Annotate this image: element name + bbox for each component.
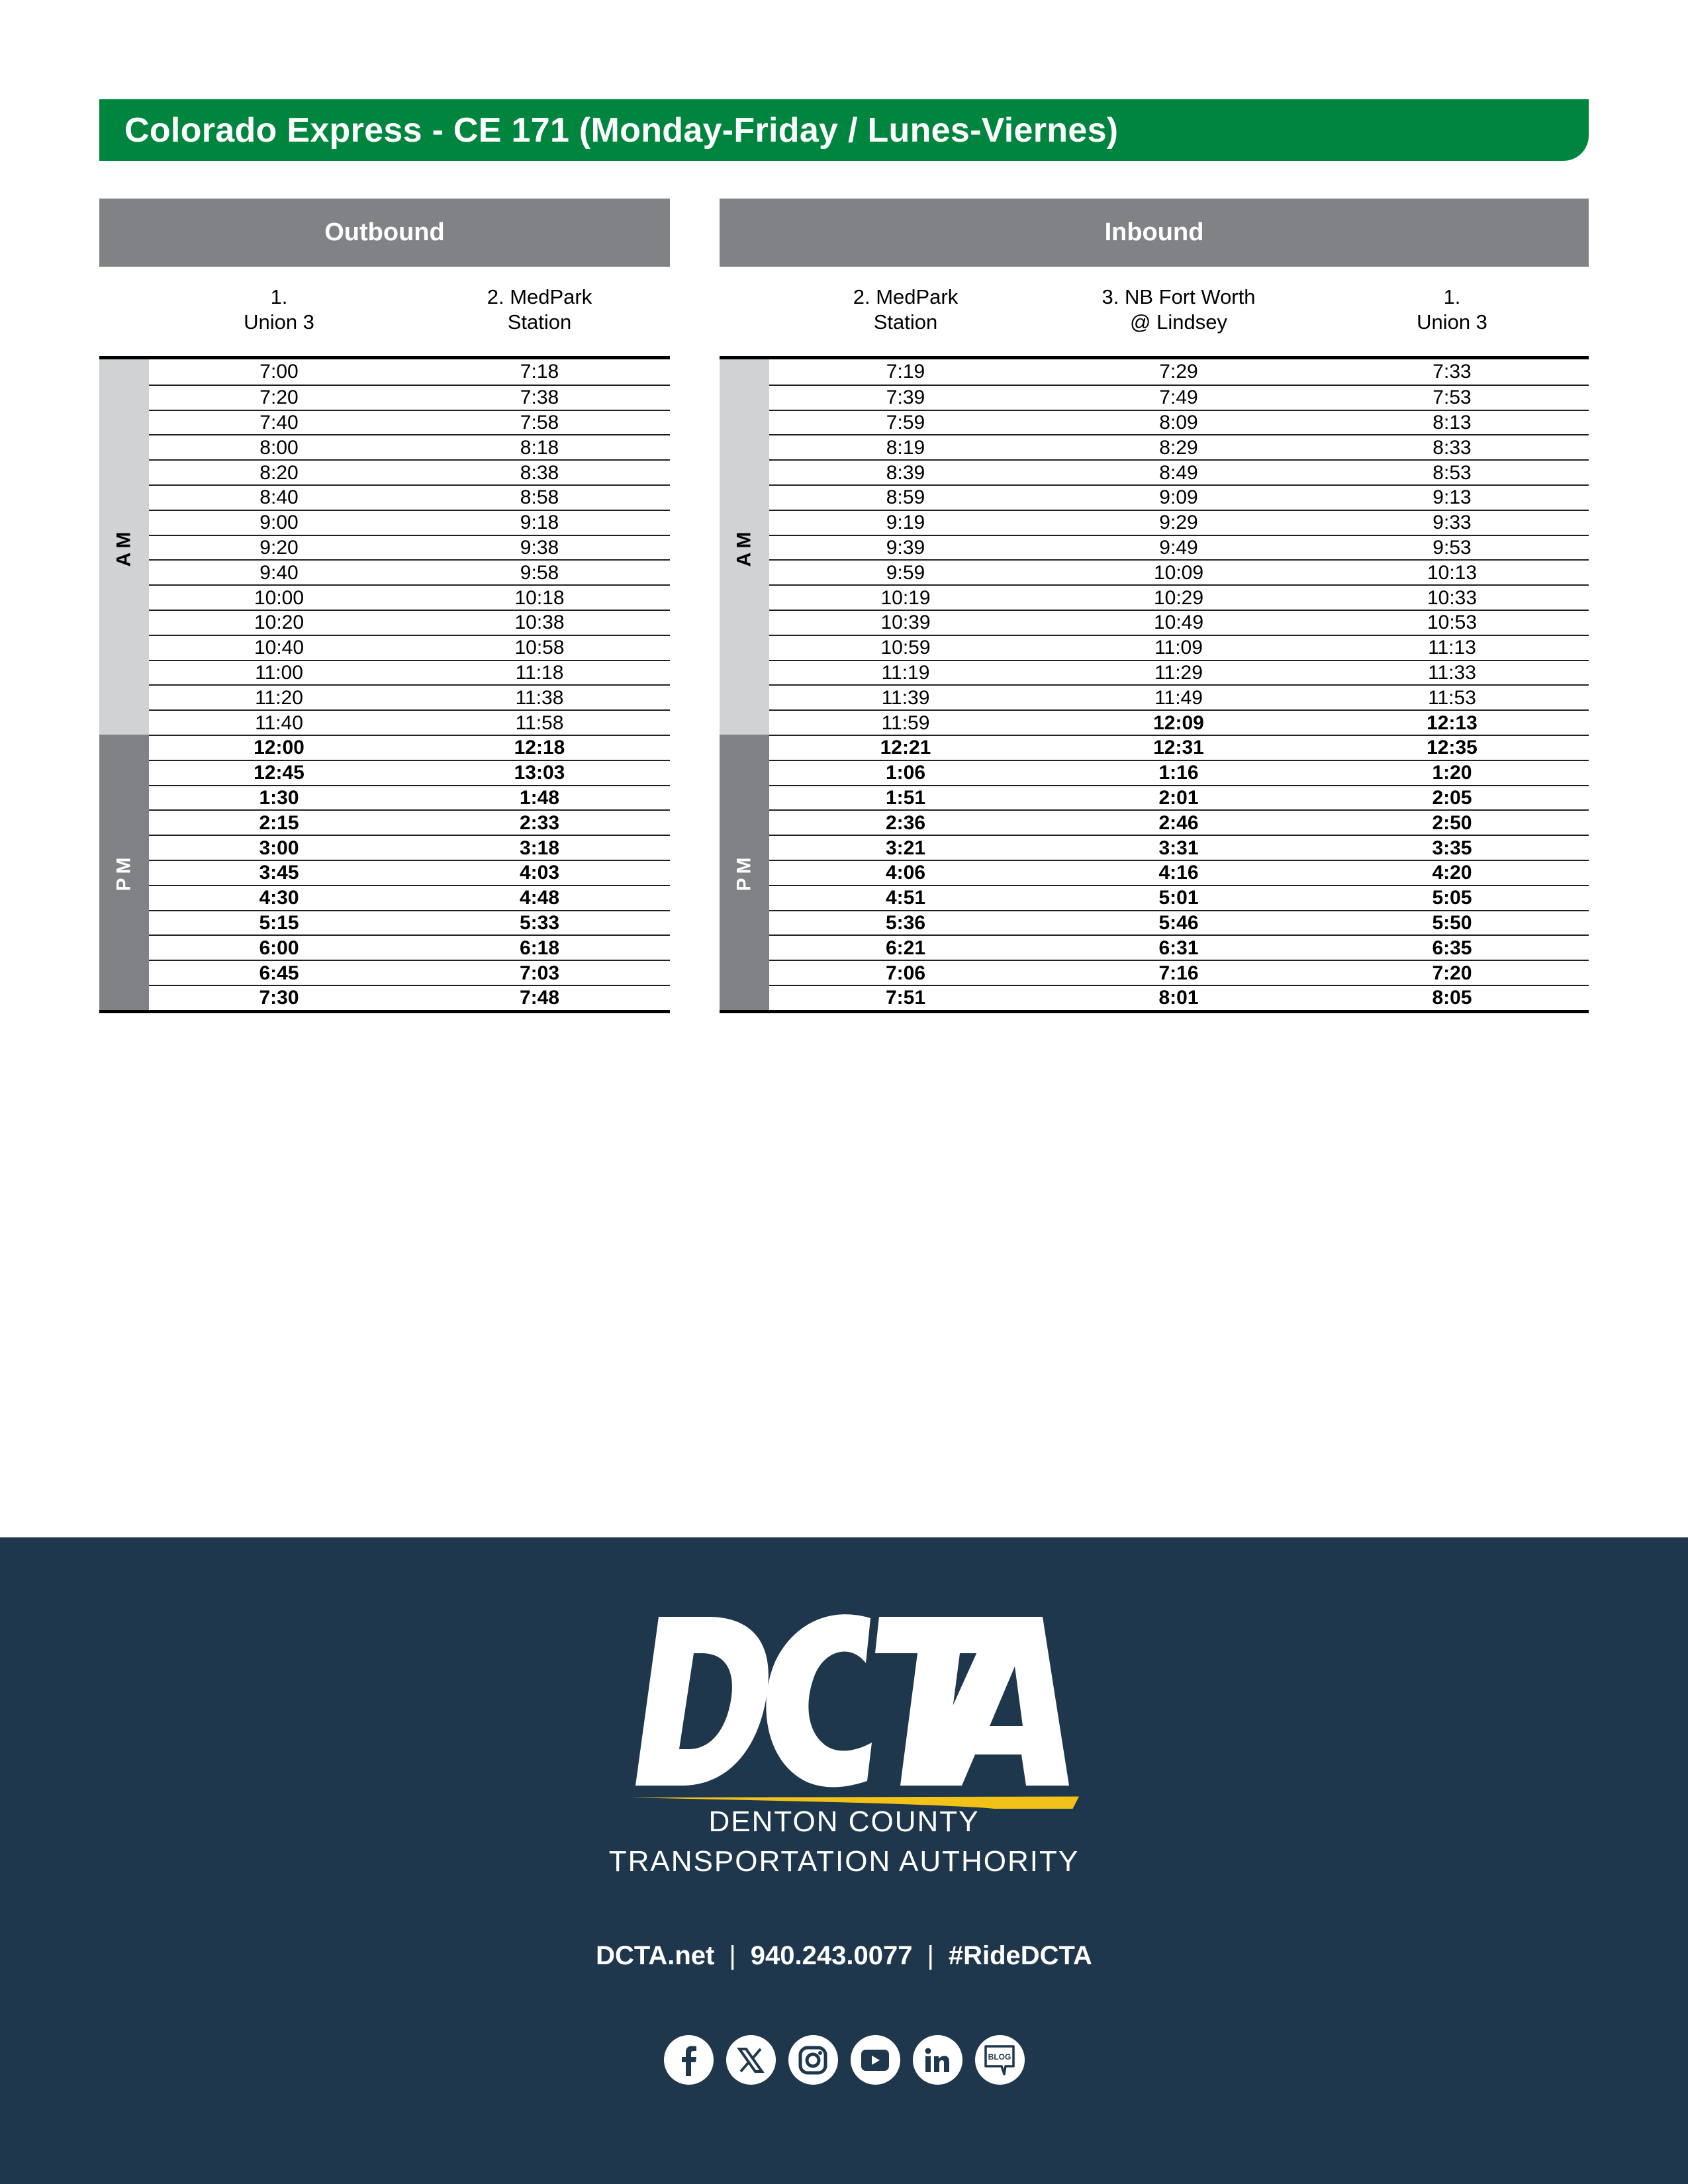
time-cell: 9:58 <box>520 561 559 584</box>
time-cell: 8:20 <box>259 461 299 484</box>
table-row <box>769 559 1589 584</box>
time-cell: 10:19 <box>880 586 931 609</box>
column-header-line: Station <box>873 310 938 334</box>
time-cell: 9:40 <box>259 561 299 584</box>
time-cell: 3:31 <box>1158 837 1199 859</box>
time-cell: 2:33 <box>519 811 560 834</box>
youtube-icon[interactable] <box>851 2035 900 2085</box>
time-cell: 8:53 <box>1432 461 1472 484</box>
table-row <box>149 985 670 1010</box>
time-cell: 5:15 <box>259 911 299 934</box>
time-cell: 5:33 <box>519 911 560 934</box>
time-cell: 9:20 <box>259 536 299 559</box>
table-row <box>149 359 670 385</box>
time-cell: 11:40 <box>255 711 303 734</box>
time-cell: 7:38 <box>520 387 559 409</box>
table-row <box>769 934 1589 960</box>
time-cell: 8:05 <box>1432 987 1472 1009</box>
time-cell: 11:38 <box>515 686 564 709</box>
agency-name-line1: DENTON COUNTY <box>708 1805 980 1838</box>
time-cell: 4:30 <box>259 887 299 909</box>
svg-text:BLOG: BLOG <box>988 2052 1011 2062</box>
table-row <box>769 459 1589 484</box>
table-row <box>149 910 670 935</box>
column-header-line: 1. <box>270 285 288 308</box>
time-cell: 10:38 <box>514 612 565 634</box>
agency-name-line2: TRANSPORTATION AUTHORITY <box>608 1845 1080 1878</box>
table-row <box>149 709 670 735</box>
time-cell: 4:48 <box>519 887 560 909</box>
table-row <box>769 434 1589 459</box>
time-cell: 7:39 <box>886 387 925 409</box>
time-cell: 7:20 <box>259 387 299 409</box>
table-row <box>149 459 670 484</box>
time-cell: 5:36 <box>885 911 926 934</box>
period-label-text: PM <box>733 853 755 891</box>
time-cell: 13:03 <box>514 762 565 784</box>
time-cell: 8:38 <box>520 461 559 484</box>
time-cell: 3:35 <box>1432 837 1472 859</box>
time-cell: 9:38 <box>520 536 559 559</box>
time-cell: 10:13 <box>1427 561 1477 584</box>
table-row <box>149 610 670 635</box>
time-cell: 8:33 <box>1432 436 1472 459</box>
time-cell: 11:53 <box>1428 686 1476 709</box>
time-cell: 10:29 <box>1153 586 1204 609</box>
table-row <box>149 934 670 960</box>
table-row <box>769 809 1589 835</box>
time-cell: 9:00 <box>259 512 299 534</box>
time-cell: 6:00 <box>259 936 299 959</box>
time-cell: 1:51 <box>885 786 926 809</box>
table-row <box>149 760 670 785</box>
time-cell: 12:13 <box>1427 711 1477 734</box>
contact-line <box>0 1941 1688 1971</box>
table-row <box>149 410 670 435</box>
time-cell: 5:46 <box>1158 911 1199 934</box>
time-cell: 7:33 <box>1432 361 1472 383</box>
column-header-line: 3. NB Fort Worth <box>1102 285 1256 308</box>
column-header-line: Station <box>507 310 572 334</box>
time-cell: 1:30 <box>259 786 299 809</box>
time-cell: 5:05 <box>1432 887 1472 909</box>
time-cell: 6:21 <box>885 936 926 959</box>
time-cell: 8:29 <box>1159 436 1198 459</box>
time-cell: 12:45 <box>254 762 305 784</box>
time-cell: 9:13 <box>1432 486 1472 509</box>
time-cell: 11:33 <box>1428 661 1476 684</box>
time-cell: 7:19 <box>886 361 925 383</box>
time-cell: 7:48 <box>519 987 560 1009</box>
table-row <box>769 860 1589 885</box>
time-cell: 6:18 <box>519 936 560 959</box>
time-cell: 1:06 <box>885 762 926 784</box>
am-period-label <box>720 359 769 735</box>
time-cell: 7:29 <box>1159 361 1198 383</box>
time-cell: 12:35 <box>1427 737 1477 759</box>
time-cell: 1:16 <box>1158 762 1199 784</box>
table-row <box>769 584 1589 610</box>
table-row <box>149 835 670 860</box>
pm-period-label <box>99 735 149 1010</box>
table-row <box>769 610 1589 635</box>
period-label-text: PM <box>113 853 135 891</box>
time-cell: 9:33 <box>1432 512 1472 534</box>
hashtag: #RideDCTA <box>948 1941 1092 1970</box>
time-cell: 7:59 <box>886 411 925 433</box>
time-cell: 10:09 <box>1153 561 1204 584</box>
time-cell: 9:59 <box>886 561 925 584</box>
table-row <box>769 385 1589 410</box>
time-cell: 3:21 <box>885 837 926 859</box>
table-row <box>769 484 1589 510</box>
time-cell: 7:06 <box>885 962 926 984</box>
time-cell: 2:05 <box>1432 786 1472 809</box>
table-row <box>769 684 1589 709</box>
route-title-bar <box>99 99 1589 161</box>
table-row <box>149 510 670 535</box>
time-cell: 7:30 <box>259 987 299 1009</box>
time-cell: 11:58 <box>515 711 564 734</box>
column-header-line: 2. MedPark <box>487 285 592 308</box>
phone-number[interactable]: 940.243.0077 <box>750 1941 913 1970</box>
column-header-union3 <box>149 285 409 351</box>
time-cell: 10:40 <box>254 637 305 659</box>
time-cell: 11:09 <box>1154 637 1203 659</box>
time-cell: 7:58 <box>520 411 559 433</box>
table-row <box>149 484 670 510</box>
table-row <box>149 860 670 885</box>
time-cell: 12:18 <box>514 737 565 759</box>
time-cell: 4:20 <box>1432 862 1472 884</box>
table-row <box>769 985 1589 1010</box>
time-cell: 9:19 <box>886 512 925 534</box>
inbound-label: Inbound <box>1104 218 1204 246</box>
time-cell: 11:19 <box>881 661 930 684</box>
time-cell: 5:01 <box>1158 887 1199 909</box>
dcta-logo <box>616 1610 1079 1809</box>
time-cell: 2:36 <box>885 811 926 834</box>
time-cell: 7:40 <box>259 411 299 433</box>
table-row <box>149 635 670 660</box>
time-cell: 8:58 <box>520 486 559 509</box>
time-cell: 2:46 <box>1158 811 1199 834</box>
column-header-line: 1. <box>1443 285 1461 308</box>
column-header-line: Union 3 <box>244 310 314 334</box>
time-cell: 11:00 <box>255 661 303 684</box>
time-cell: 2:15 <box>259 811 299 834</box>
am-period-label <box>99 359 149 735</box>
time-cell: 4:51 <box>885 887 926 909</box>
time-cell: 9:09 <box>1159 486 1198 509</box>
time-cell: 11:20 <box>255 686 303 709</box>
website-link[interactable]: DCTA.net <box>596 1941 715 1970</box>
time-cell: 8:59 <box>886 486 925 509</box>
outbound-label: Outbound <box>324 218 445 246</box>
time-cell: 7:53 <box>1432 387 1472 409</box>
time-cell: 10:59 <box>880 637 931 659</box>
time-cell: 4:03 <box>519 862 560 884</box>
column-header-line: Union 3 <box>1417 310 1487 334</box>
time-cell: 10:18 <box>514 586 565 609</box>
time-cell: 8:49 <box>1159 461 1198 484</box>
table-row <box>769 960 1589 985</box>
time-cell: 10:49 <box>1153 612 1204 634</box>
table-row <box>769 885 1589 910</box>
social-links <box>0 2035 1688 2085</box>
time-cell: 7:03 <box>519 962 560 984</box>
column-header-fort-worth-lindsey <box>1042 285 1315 351</box>
time-cell: 7:00 <box>259 361 299 383</box>
table-row <box>769 535 1589 560</box>
time-cell: 11:29 <box>1154 661 1203 684</box>
period-label-text: AM <box>733 527 755 567</box>
linkedin-icon[interactable] <box>913 2035 962 2085</box>
outbound-header <box>99 199 670 267</box>
blog-icon[interactable] <box>975 2035 1025 2085</box>
table-row <box>149 960 670 985</box>
time-cell: 2:50 <box>1432 811 1472 834</box>
time-cell: 8:18 <box>520 436 559 459</box>
time-cell: 12:31 <box>1153 737 1204 759</box>
time-cell: 12:00 <box>254 737 305 759</box>
time-cell: 8:40 <box>259 486 299 509</box>
time-cell: 10:58 <box>514 637 565 659</box>
separator: | <box>729 1941 736 1970</box>
time-cell: 9:29 <box>1159 512 1198 534</box>
time-cell: 10:00 <box>254 586 305 609</box>
table-row <box>769 635 1589 660</box>
table-row <box>149 559 670 584</box>
time-cell: 9:53 <box>1432 536 1472 559</box>
inbound-header <box>720 199 1589 267</box>
time-cell: 8:19 <box>886 436 925 459</box>
time-cell: 10:20 <box>254 612 305 634</box>
table-row <box>769 785 1589 810</box>
table-row <box>769 709 1589 735</box>
table-row <box>149 385 670 410</box>
footer <box>0 1537 1688 2184</box>
table-row <box>149 785 670 810</box>
time-cell: 10:39 <box>880 612 931 634</box>
column-header-medpark <box>409 285 670 351</box>
time-cell: 1:48 <box>519 786 560 809</box>
table-row <box>769 510 1589 535</box>
separator: | <box>927 1941 934 1970</box>
outbound-schedule-table <box>99 356 670 1013</box>
column-header-line: @ Lindsey <box>1130 310 1227 334</box>
time-cell: 11:59 <box>881 711 930 734</box>
time-cell: 11:18 <box>515 661 564 684</box>
time-cell: 6:45 <box>259 962 299 984</box>
time-cell: 12:21 <box>880 737 931 759</box>
time-cell: 6:31 <box>1158 936 1199 959</box>
time-cell: 3:00 <box>259 837 299 859</box>
time-cell: 5:50 <box>1432 911 1472 934</box>
time-cell: 7:16 <box>1158 962 1199 984</box>
time-cell: 10:53 <box>1427 612 1477 634</box>
time-cell: 3:18 <box>519 837 560 859</box>
time-cell: 11:39 <box>881 686 930 709</box>
time-cell: 1:20 <box>1432 762 1472 784</box>
time-cell: 6:35 <box>1432 936 1472 959</box>
time-cell: 12:09 <box>1153 711 1204 734</box>
table-row <box>769 835 1589 860</box>
table-row <box>769 760 1589 785</box>
time-cell: 10:33 <box>1427 586 1477 609</box>
column-header-medpark <box>769 285 1042 351</box>
time-cell: 7:18 <box>520 361 559 383</box>
time-cell: 9:49 <box>1159 536 1198 559</box>
table-row <box>769 410 1589 435</box>
time-cell: 7:20 <box>1432 962 1472 984</box>
column-header-line: 2. MedPark <box>853 285 959 308</box>
time-cell: 11:13 <box>1428 637 1476 659</box>
table-row <box>149 809 670 835</box>
route-title: Colorado Express - CE 171 (Monday-Friday / Lunes-Viernes) <box>124 111 1119 150</box>
table-row <box>769 359 1589 385</box>
time-cell: 7:49 <box>1159 387 1198 409</box>
period-label-text: AM <box>113 527 135 567</box>
table-row <box>769 735 1589 760</box>
inbound-schedule-table <box>720 356 1589 1013</box>
time-cell: 4:06 <box>885 862 926 884</box>
time-cell: 4:16 <box>1158 862 1199 884</box>
pm-period-label <box>720 735 769 1010</box>
facebook-icon[interactable] <box>664 2035 714 2085</box>
table-row <box>149 434 670 459</box>
table-row <box>149 535 670 560</box>
time-cell: 7:51 <box>885 987 926 1009</box>
table-row <box>149 735 670 760</box>
x-icon[interactable] <box>726 2035 776 2085</box>
time-cell: 2:01 <box>1158 786 1199 809</box>
time-cell: 8:13 <box>1432 411 1472 433</box>
outbound-column-headers <box>149 285 670 351</box>
inbound-column-headers <box>769 285 1589 351</box>
time-cell: 8:01 <box>1158 987 1199 1009</box>
time-cell: 11:49 <box>1154 686 1203 709</box>
time-cell: 8:39 <box>886 461 925 484</box>
column-header-union3 <box>1315 285 1589 351</box>
table-row <box>769 660 1589 685</box>
table-row <box>149 584 670 610</box>
time-cell: 9:18 <box>520 512 559 534</box>
time-cell: 9:39 <box>886 536 925 559</box>
table-row <box>149 660 670 685</box>
time-cell: 8:00 <box>259 436 299 459</box>
time-cell: 3:45 <box>259 862 299 884</box>
table-row <box>149 885 670 910</box>
table-row <box>149 684 670 709</box>
instagram-icon[interactable] <box>788 2035 838 2085</box>
time-cell: 8:09 <box>1159 411 1198 433</box>
table-row <box>769 910 1589 935</box>
